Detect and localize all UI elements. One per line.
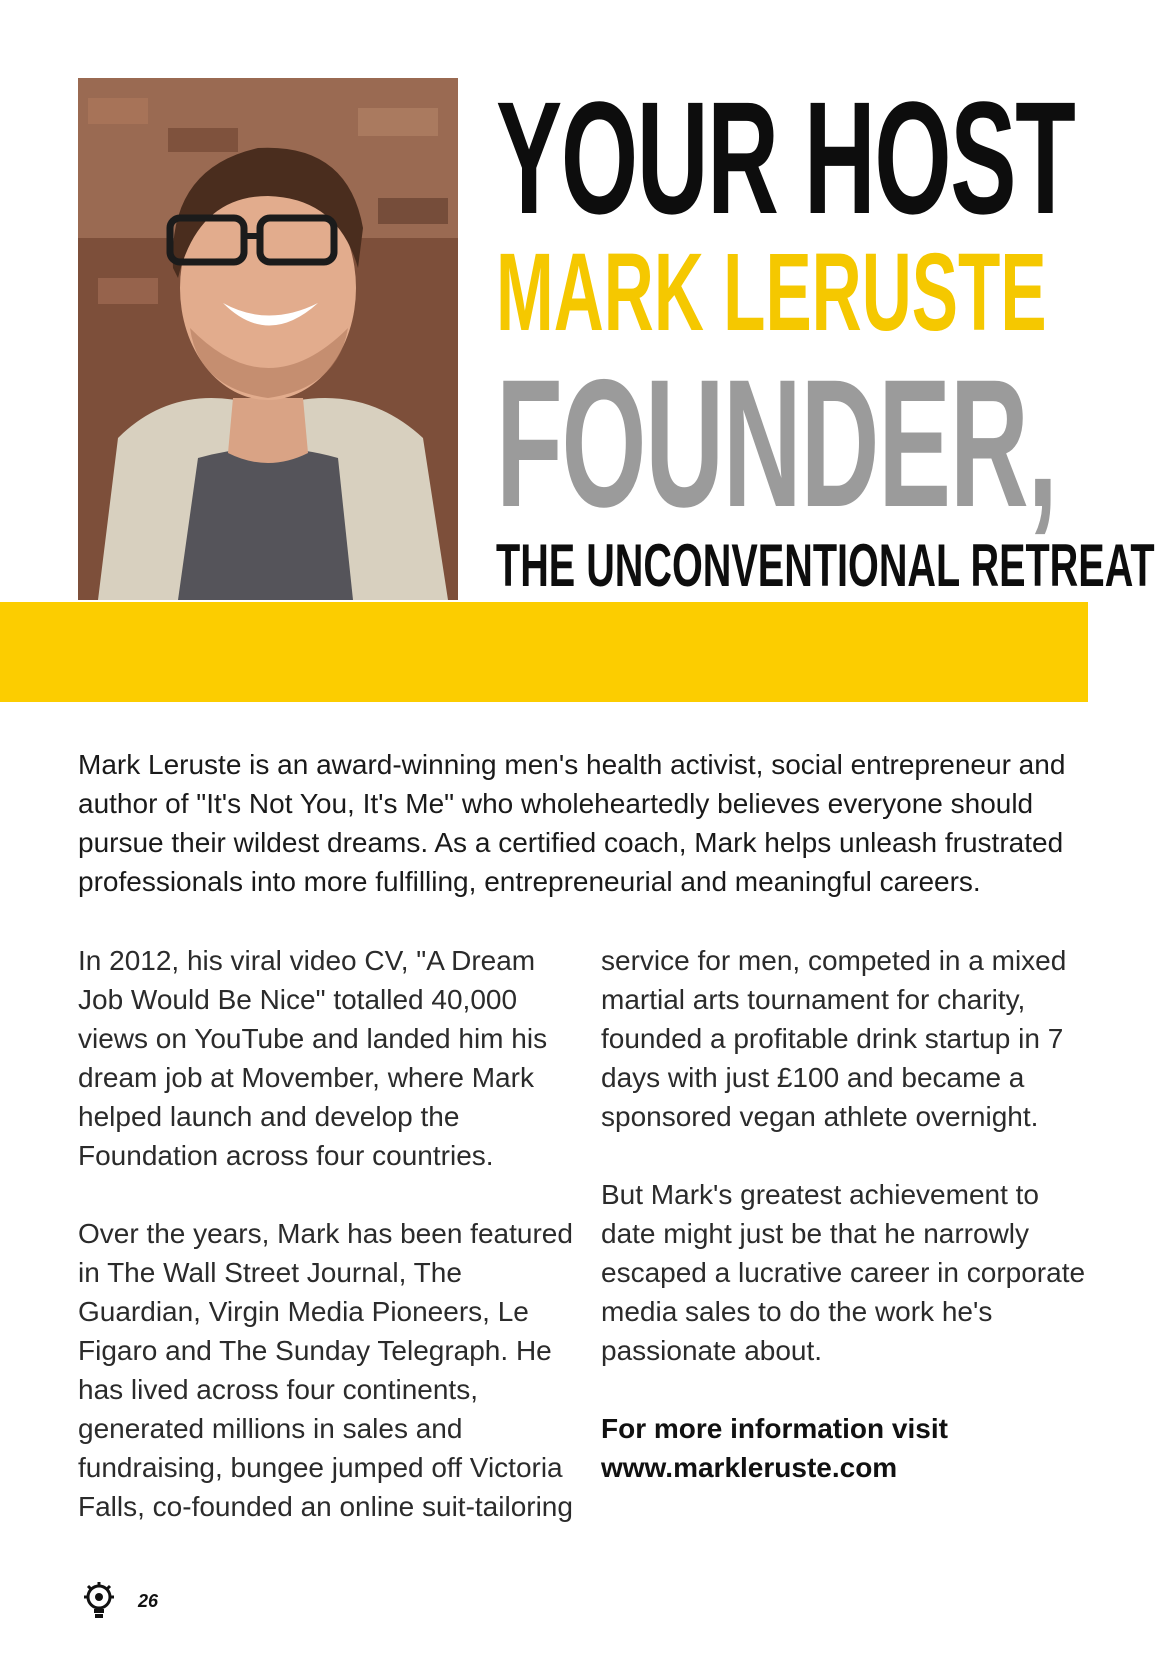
host-portrait-image — [78, 78, 458, 600]
paragraph: But Mark's greatest achievement to date might just be that he narrowly escaped a lucrative career in corporate media sales to do the work he's passionate about. — [601, 1179, 1086, 1366]
more-info-text: For more information visit — [601, 1413, 948, 1444]
more-info — [601, 1409, 1101, 1487]
intro-paragraph: Mark Leruste is an award-winning men's health activist, social entrepreneur and author of "It's Not You, It's Me" who wholeheartedly believes everyone should pursue their wildest dreams. As a certified coach, Mark helps unleash frustrated professionals into more fulfilling, entrepreneurial and meaningful careers. — [78, 749, 1066, 897]
website-link[interactable]: www.markleruste.com — [601, 1452, 898, 1483]
accent-banner — [0, 602, 1088, 702]
body-column-right — [601, 941, 1101, 1487]
title-your-host: YOUR HOST — [496, 68, 1075, 247]
lightbulb-gear-icon — [82, 1582, 116, 1620]
body-column-left — [78, 941, 578, 1565]
page-footer — [82, 1581, 158, 1621]
page-number: 26 — [138, 1590, 159, 1611]
organization-name: THE UNCONVENTIONAL RETREAT — [496, 532, 1155, 599]
host-name: MARK LERUSTE — [496, 231, 1047, 354]
paragraph: In 2012, his viral video CV, "A Dream Job Would Be Nice" totalled 40,000 views on YouTube and landed him his dream job at Movember, where Mark helped launch and develop the Foundation across four countries. — [78, 945, 548, 1171]
paragraph: service for men, competed in a mixed martial arts tournament for charity, founded a profitable drink startup in 7 days with just £100 and became a sponsored vegan athlete overnight. — [601, 945, 1067, 1132]
host-role: FOUNDER, — [496, 341, 1057, 545]
paragraph: Over the years, Mark has been featured in The Wall Street Journal, The Guardian, Virgin Media Pioneers, Le Figaro and The Sunday Telegraph. He has lived across four continents, generated millions in sales and fundraising, bungee jumped off Victoria Falls, co-founded an online suit-tailoring — [78, 1218, 573, 1522]
